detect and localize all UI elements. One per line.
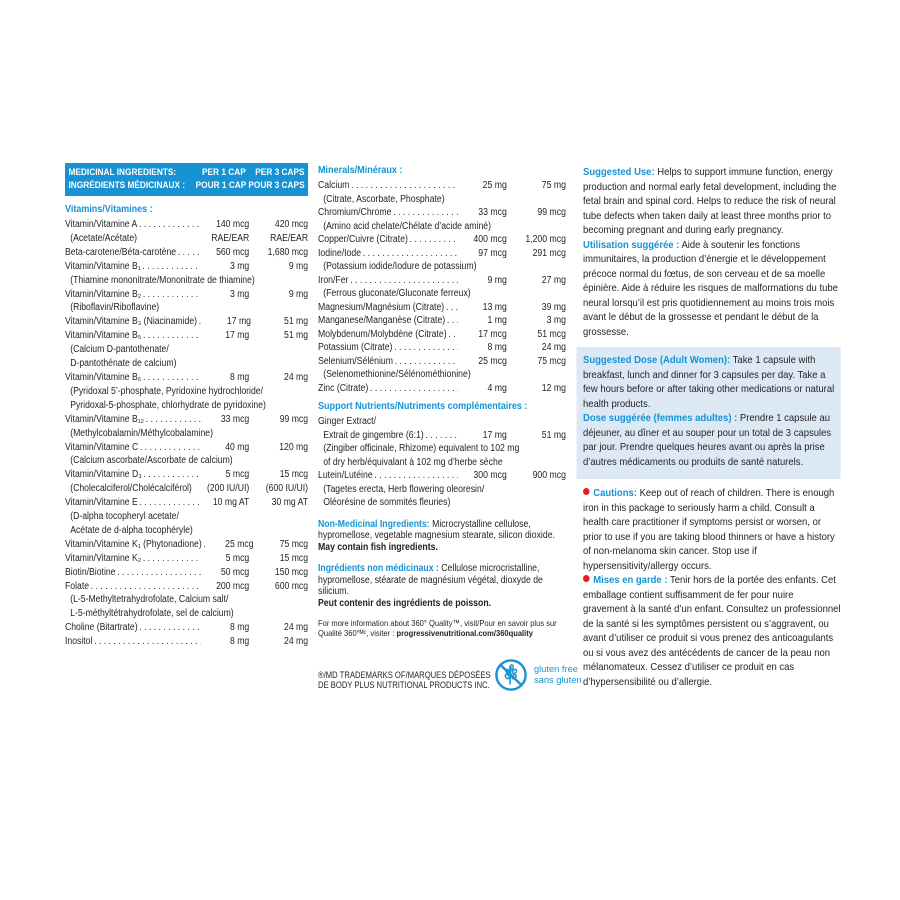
ingredient-note xyxy=(65,385,308,399)
ingredient-note xyxy=(318,456,566,470)
ingredient-note xyxy=(65,274,308,288)
paragraph-lead: Mises en garde : xyxy=(593,575,668,586)
ingredient-name: Zinc (Citrate) xyxy=(318,382,369,394)
per-1-cap-value: 8 mg xyxy=(487,342,507,353)
gluten-free-badge xyxy=(494,658,582,692)
dot-leader xyxy=(444,301,458,315)
per-1-cap-value: 5 mcg xyxy=(225,552,250,564)
cautions-section xyxy=(583,487,841,690)
ingredient-note xyxy=(318,220,566,234)
dot-leader xyxy=(138,496,201,510)
ingredient-note xyxy=(65,593,308,607)
ingredient-name: Magnesium/Magnésium (Citrate) xyxy=(318,301,445,313)
dot-leader xyxy=(141,288,201,302)
ingredient-note-text: Oléorésine de sommités fleuries) xyxy=(323,497,451,508)
quality-info-note xyxy=(318,618,566,639)
per-3-caps-value: 24 mg xyxy=(284,636,309,648)
ingredient-name: Molybdenum/Molybdène (Citrate) xyxy=(318,328,447,340)
ingredient-name: Iodine/Iode xyxy=(318,247,362,259)
ingredient-name: Folate xyxy=(65,580,90,592)
non-medicinal-ingredients-en xyxy=(318,519,566,554)
per-3-caps-value: RAE/EAR xyxy=(270,232,309,244)
ingredient-name: Potassium (Citrate) xyxy=(318,342,393,353)
ingredient-name: Vitamin/Vitamine C xyxy=(65,441,139,453)
per-3-caps-value: 15 mcg xyxy=(279,469,309,481)
dot-leader xyxy=(368,382,458,396)
paragraph-lead: Utilisation suggérée : xyxy=(583,239,680,251)
dot-leader xyxy=(197,315,204,329)
paragraph-text: Helps to support immune function, energy production and normal early fetal development, including the fetal brain and spinal cord. Helps to reduce the risk of neural tube defects when taken daily at least three months prior to becoming pregnant and during early pregnancy. xyxy=(583,167,837,236)
per-3-caps-value: 24 mg xyxy=(284,371,309,383)
support-nutrients-table xyxy=(318,415,566,510)
vitamins-heading: Vitamins/Vitamines : xyxy=(65,204,153,215)
per-3-caps-value: 9 mg xyxy=(288,288,309,300)
ingredient-name: Calcium xyxy=(318,180,350,191)
suggested-use-section xyxy=(583,166,841,340)
medicinal-ingredients-column xyxy=(65,163,308,649)
trademark-line-2: DE BODY PLUS NUTRITIONAL PRODUCTS INC. xyxy=(318,680,490,691)
per-3-caps-value: 51 mcg xyxy=(537,328,566,340)
ingredient-note-text: (Thiamine mononitrate/Mononitrate de thiamine) xyxy=(70,274,255,286)
per-3-caps-value: 39 mg xyxy=(541,301,566,313)
ingredient-note-text: (Methylcobalamin/Méthylcobalamine) xyxy=(70,427,213,439)
per-1-cap-value: 400 mcg xyxy=(473,234,507,245)
paragraph xyxy=(583,166,841,239)
table-header-title-fr: INGRÉDIENTS MÉDICINAUX : xyxy=(68,180,186,191)
minerals-table xyxy=(318,179,566,395)
per-1-cap-value: 3 mg xyxy=(230,260,250,272)
per-3-caps-value: 51 mg xyxy=(541,429,566,441)
per-3-caps-value: 420 mcg xyxy=(274,219,309,230)
non-medicinal-text-en: Microcrystalline cellulose, hypromellose, vegetable magnesium stearate, silicon dioxide. xyxy=(318,518,555,542)
ingredient-name: Vitamin/Vitamine K₂ xyxy=(65,552,142,564)
per-3-caps-value: 27 mg xyxy=(541,274,566,286)
ingredient-name: Vitamin/Vitamine B₃ (Niacinamide) xyxy=(65,316,198,328)
table-row xyxy=(318,247,566,261)
paragraph xyxy=(583,354,835,412)
ingredient-note-text: D-pantothénate de calcium) xyxy=(70,358,177,370)
support-nutrients-heading: Support Nutrients/Nutriments complémentaires : xyxy=(318,401,528,412)
table-row xyxy=(318,355,566,369)
suggested-dose-box xyxy=(576,347,840,479)
ingredient-note xyxy=(65,343,308,357)
table-row xyxy=(65,246,308,260)
paragraph-lead: Cautions: xyxy=(593,488,637,499)
table-row xyxy=(318,328,566,342)
quality-info-url: progressivenutritional.com/360quality xyxy=(396,628,533,639)
table-row xyxy=(65,635,308,649)
per-3-caps-value: 291 mcg xyxy=(532,247,566,259)
dot-leader xyxy=(138,441,201,455)
ingredient-name: Vitamin/Vitamine A xyxy=(65,219,138,230)
per-1-cap-value: 25 mcg xyxy=(225,538,254,550)
ingredient-note-text: (Amino acid chelate/Chélate d’acide aminé) xyxy=(323,220,492,232)
table-header-row-fr xyxy=(68,179,304,192)
per-1-cap-value: RAE/EAR xyxy=(211,232,250,244)
per-3-caps-value: 51 mg xyxy=(284,330,309,342)
table-row xyxy=(65,260,308,274)
ingredient-note xyxy=(318,287,566,301)
ingredient-note-text: (D-alpha tocopheryl acetate/ xyxy=(70,511,179,523)
table-row xyxy=(318,429,566,443)
per-1-cap-value: 3 mg xyxy=(230,288,250,300)
per-3-caps-value: 30 mg AT xyxy=(271,497,309,509)
ingredient-note xyxy=(318,193,566,207)
ingredient-note xyxy=(65,399,308,413)
per-1-cap-value: 17 mg xyxy=(482,429,507,441)
ingredient-note xyxy=(65,524,308,538)
per-1-cap-value: 33 mcg xyxy=(220,413,250,425)
paragraph xyxy=(583,412,835,470)
directions-column xyxy=(583,166,841,690)
paragraph-lead: Suggested Dose (Adult Women): xyxy=(583,355,731,366)
crossed-wheat-icon xyxy=(494,658,528,692)
gluten-free-label xyxy=(534,664,582,686)
table-row xyxy=(318,382,566,396)
per-1-cap-value: 17 mcg xyxy=(478,328,507,340)
per-1-cap-value: 13 mg xyxy=(482,301,507,313)
ingredient-note-text: (Tagetes erecta, Herb flowering oleoresin/ xyxy=(323,483,485,495)
minerals-column xyxy=(318,164,566,691)
per-3-caps-value: 51 mg xyxy=(284,316,309,328)
per-3-caps-value: (600 IU/UI) xyxy=(265,483,309,495)
per-3-caps-value: 75 mg xyxy=(541,180,566,191)
per-1-cap-value: 8 mg xyxy=(230,371,250,383)
per-3-caps-value: 3 mg xyxy=(546,315,566,326)
paragraph-lead: Suggested Use: xyxy=(583,167,655,178)
dot-leader xyxy=(141,552,201,566)
ingredient-note xyxy=(318,496,566,510)
table-row xyxy=(318,206,566,220)
ingredient-note-text: (Acetate/Acétate) xyxy=(70,232,138,244)
non-medicinal-ingredients-fr xyxy=(318,563,566,610)
table-row xyxy=(65,315,308,329)
per-1-cap-value: 40 mg xyxy=(225,441,250,453)
table-header-title-en: MEDICINAL INGREDIENTS: xyxy=(68,167,177,178)
per-1-cap-value: 25 mg xyxy=(482,180,507,191)
dot-leader xyxy=(445,314,458,328)
table-header-row-en xyxy=(68,166,304,179)
per-1-cap-value: 17 mg xyxy=(225,330,250,342)
ingredient-name: Vitamin/Vitamine B₅ xyxy=(65,330,142,342)
gluten-free-line-en: gluten free xyxy=(534,664,578,675)
ingredient-note-text: (L-5-Methyltetrahydrofolate, Calcium salt/ xyxy=(70,594,229,606)
table-row xyxy=(318,341,566,355)
per-1-cap-value: 140 mcg xyxy=(216,219,250,230)
per-1-cap-value: 8 mg xyxy=(230,636,250,648)
ingredient-note-text: (Citrate, Ascorbate, Phosphate) xyxy=(323,193,445,205)
ingredient-note xyxy=(318,483,566,497)
table-row xyxy=(318,233,566,247)
paragraph-text: Take 1 capsule with breakfast, lunch and dinner for 3 capsules per day. Take a few hours before or after taking other medications or natural health products. xyxy=(583,355,835,410)
ingredient-name: Vitamin/Vitamine B₆ xyxy=(65,371,142,383)
per-1-cap-value: 25 mcg xyxy=(478,355,507,367)
ingredient-note-text: (Potassium iodide/Iodure de potassium) xyxy=(323,261,477,272)
non-medicinal-lead-fr: Ingrédients non médicinaux : xyxy=(318,562,439,574)
ingredient-note-text: (Zingiber officinale, Rhizome) equivalent to 102 mg xyxy=(323,443,520,454)
per-1-cap-value: 10 mg AT xyxy=(212,497,250,509)
paragraph xyxy=(583,574,841,690)
ingredient-note xyxy=(65,301,308,315)
table-row xyxy=(65,468,308,482)
ingredient-note xyxy=(65,232,308,246)
per-3-caps-value: 150 mcg xyxy=(274,566,309,578)
ingredient-note-text: Pyridoxal-5-phosphate, chlorhydrate de pyridoxine) xyxy=(70,399,266,411)
dot-leader xyxy=(408,233,458,247)
ingredient-note xyxy=(318,442,566,456)
ingredient-name: Manganese/Manganèse (Citrate) xyxy=(318,315,446,326)
dot-leader xyxy=(361,247,458,261)
ingredient-note xyxy=(318,368,566,382)
per-3-caps-value: 99 mcg xyxy=(279,413,309,425)
dot-leader xyxy=(392,341,458,355)
fish-warning-en: May contain fish ingredients. xyxy=(318,542,438,554)
ingredient-name: Vitamin/Vitamine B₁ xyxy=(65,260,141,272)
dot-leader xyxy=(142,468,201,482)
per-3-caps-value: 24 mg xyxy=(284,622,309,634)
ingredient-note-text: (Selenomethionine/Sélénométhionine) xyxy=(323,369,471,380)
per-1-cap-value: 5 mcg xyxy=(225,469,250,481)
ingredient-note-text: L-5-méthyltétrahydrofolate, sel de calcium) xyxy=(70,608,234,620)
per-3-caps-value: 15 mcg xyxy=(279,552,309,564)
per-1-cap-value: 9 mg xyxy=(487,274,507,286)
ingredient-name: Vitamin/Vitamine E xyxy=(65,497,138,509)
dot-leader xyxy=(393,355,458,369)
dot-leader xyxy=(89,580,201,594)
per-1-cap-value: 17 mg xyxy=(226,316,251,328)
per-1-cap-value: 8 mg xyxy=(230,622,250,634)
paragraph xyxy=(583,487,841,574)
per-3-caps-value: 120 mg xyxy=(279,441,309,453)
per-3-caps-value: 75 mcg xyxy=(537,355,566,367)
ingredient-name: Copper/Cuivre (Citrate) xyxy=(318,234,408,245)
column-header-per-3-caps: PER 3 CAPS xyxy=(255,167,305,178)
per-3-caps-value: 75 mcg xyxy=(279,538,309,550)
dot-leader xyxy=(349,179,458,193)
table-row xyxy=(65,538,308,552)
ingredient-note xyxy=(65,607,308,621)
ingredient-note-text: (Calcium D-pantothenate/ xyxy=(70,344,169,356)
ingredient-name: Selenium/Sélénium xyxy=(318,355,393,367)
ingredient-note-text: (Pyridoxal 5’-phosphate, Pyridoxine hydrochloride/ xyxy=(70,385,264,397)
dot-leader xyxy=(391,206,458,220)
caution-bullet-icon xyxy=(583,488,590,495)
ingredient-name: Beta-carotene/Béta-carotène xyxy=(65,246,177,258)
dot-leader xyxy=(115,566,200,580)
table-row xyxy=(65,621,308,635)
table-row xyxy=(65,566,308,580)
ingredient-note-text: (Calcium ascorbate/Ascorbate de calcium) xyxy=(70,455,233,467)
ingredient-note-text: (Riboflavin/Riboflavine) xyxy=(70,302,160,314)
table-row xyxy=(318,274,566,288)
table-row xyxy=(65,329,308,343)
ingredient-name: Iron/Fer xyxy=(318,274,349,286)
table-header-bar xyxy=(65,163,308,196)
dot-leader xyxy=(138,621,201,635)
ingredient-group-label: Ginger Extract/ xyxy=(318,416,377,427)
per-1-cap-value: 50 mcg xyxy=(220,566,250,578)
caution-bullet-icon xyxy=(583,575,590,582)
per-3-caps-value: 99 mcg xyxy=(537,207,566,218)
table-row xyxy=(65,496,308,510)
paragraph-text: Aide à soutenir les fonctions immunitaires, la production d’énergie et le développement précoce normal du fœtus, de son cerveau et de sa moelle épinière. Aide à réduire les risques de malformations du tube neural lorsqu’il est pris quotidiennement au moins trois mois avant le début de la grossesse et pendant le début de la grossesse. xyxy=(583,239,838,338)
paragraph-text: Tenir hors de la portée des enfants. Cet emballage contient suffisamment de fer pour nuire gravement à la santé d’un enfant. Consultez un professionnel de la santé si les symptômes persistent ou s’aggravent, ou avant d’utiliser ce produit si vous prenez des anticoagulants ou si vous avez des antécédents de cancer de la peau non mélanomateux. Cessez d’utiliser ce produit en cas d’hypersensibilité ou d’allergie. xyxy=(583,575,841,688)
per-1-cap-value: 4 mg xyxy=(487,382,507,394)
table-row xyxy=(318,179,566,193)
table-row xyxy=(65,288,308,302)
column-header-pour-3-caps: POUR 3 CAPS xyxy=(248,180,305,191)
ingredient-name: Extrait de gingembre (6:1) xyxy=(323,429,424,441)
minerals-heading: Minerals/Minéraux : xyxy=(318,165,403,176)
per-3-caps-value: 900 mcg xyxy=(532,470,566,481)
table-row xyxy=(65,552,308,566)
paragraph-lead: Dose suggérée (femmes adultes) : xyxy=(583,413,738,424)
table-row xyxy=(65,218,308,232)
quality-info-text: For more information about 360° Quality™, visit/Pour en savoir plus sur Qualité 360°ᴹᶜ, visiter : xyxy=(318,618,557,639)
per-3-caps-value: 12 mg xyxy=(541,382,566,394)
dot-leader xyxy=(141,371,201,385)
ingredient-note xyxy=(65,427,308,441)
table-row xyxy=(65,580,308,594)
dot-leader xyxy=(176,246,201,260)
ingredient-note xyxy=(65,510,308,524)
per-3-caps-value: 1,200 mcg xyxy=(525,234,566,245)
trademark-line-1: ®/MD TRADEMARKS OF/MARQUES DÉPOSÉES xyxy=(318,669,491,680)
ingredient-name: Choline (Bitartrate) xyxy=(65,622,138,634)
ingredient-name: Vitamin/Vitamine K₁ (Phytonadione) xyxy=(65,538,202,550)
per-1-cap-value: 33 mcg xyxy=(478,207,507,218)
per-1-cap-value: 97 mcg xyxy=(478,247,507,259)
ingredient-note xyxy=(65,454,308,468)
dot-leader xyxy=(348,274,458,288)
table-row xyxy=(318,469,566,483)
per-3-caps-value: 1,680 mcg xyxy=(267,246,309,258)
table-row xyxy=(65,441,308,455)
ingredient-note-text: Acétate de d-alpha tocophéryle) xyxy=(70,524,193,536)
ingredient-note-text: (Ferrous gluconate/Gluconate ferreux) xyxy=(323,288,471,299)
dot-leader xyxy=(202,538,209,552)
ingredient-note xyxy=(318,260,566,274)
paragraph xyxy=(583,239,841,341)
dot-leader xyxy=(141,260,201,274)
per-3-caps-value: 24 mg xyxy=(541,342,566,353)
dot-leader xyxy=(373,469,458,483)
dot-leader xyxy=(137,218,201,232)
per-1-cap-value: (200 IU/UI) xyxy=(206,483,250,495)
ingredient-note-text: (Cholecalciferol/Cholécalciférol) xyxy=(70,483,192,495)
ingredient-name: Inositol xyxy=(65,636,93,648)
ingredient-name: Chromium/Chrome xyxy=(318,207,392,218)
ingredient-note-text: of dry herb/équivalant à 102 mg d’herbe sèche xyxy=(323,456,503,468)
per-3-caps-value: 9 mg xyxy=(288,260,309,272)
ingredient-name: Vitamin/Vitamine D₃ xyxy=(65,469,142,481)
table-row xyxy=(318,314,566,328)
ingredient-note xyxy=(65,482,308,496)
ingredient-name: Lutein/Lutéine xyxy=(318,470,373,481)
ingredient-name: Vitamin/Vitamine B₁₂ xyxy=(65,413,145,425)
vitamins-table xyxy=(65,218,308,649)
column-header-pour-1-cap: POUR 1 CAP xyxy=(195,180,247,191)
dot-leader xyxy=(424,429,458,443)
per-1-cap-value: 560 mcg xyxy=(216,246,250,258)
fish-warning-fr: Peut contenir des ingrédients de poisson. xyxy=(318,598,492,610)
non-medicinal-text-fr: Cellulose microcristalline, hypromellose, stéarate de magnésium végétal, dioxyde de silicium. xyxy=(318,562,543,598)
per-1-cap-value: 200 mcg xyxy=(216,580,250,592)
table-row xyxy=(318,301,566,315)
per-1-cap-value: 300 mcg xyxy=(473,470,507,481)
column-header-per-1-cap: PER 1 CAP xyxy=(201,167,246,178)
per-3-caps-value: 600 mcg xyxy=(274,580,309,592)
dot-leader xyxy=(141,329,201,343)
non-medicinal-lead-en: Non-Medicinal Ingredients: xyxy=(318,518,430,530)
paragraph-text: Keep out of reach of children. There is enough iron in this package to seriously harm a child. Consult a health care practitioner if symptoms persist or worsen, or prior to use if you are taking blood thinners or have a history of non-melanoma skin cancer. Stop use if hypersensitivity/allergy occurs. xyxy=(583,488,835,572)
dot-leader xyxy=(92,635,200,649)
ingredient-name: Vitamin/Vitamine B₂ xyxy=(65,288,142,300)
per-1-cap-value: 1 mg xyxy=(487,315,507,326)
dot-leader xyxy=(144,413,201,427)
paragraph-text: Prendre 1 capsule au déjeuner, au dîner et au souper pour un total de 3 capsules par jour. Prendre quelques heures avant ou après la prise d’autres médicaments ou produits de santé naturels. xyxy=(583,413,832,468)
dot-leader xyxy=(447,328,458,342)
gluten-free-line-fr: sans gluten xyxy=(534,675,582,685)
ingredient-name: Biotin/Biotine xyxy=(65,566,116,578)
ingredient-note xyxy=(65,357,308,371)
table-row xyxy=(65,413,308,427)
table-row xyxy=(65,371,308,385)
